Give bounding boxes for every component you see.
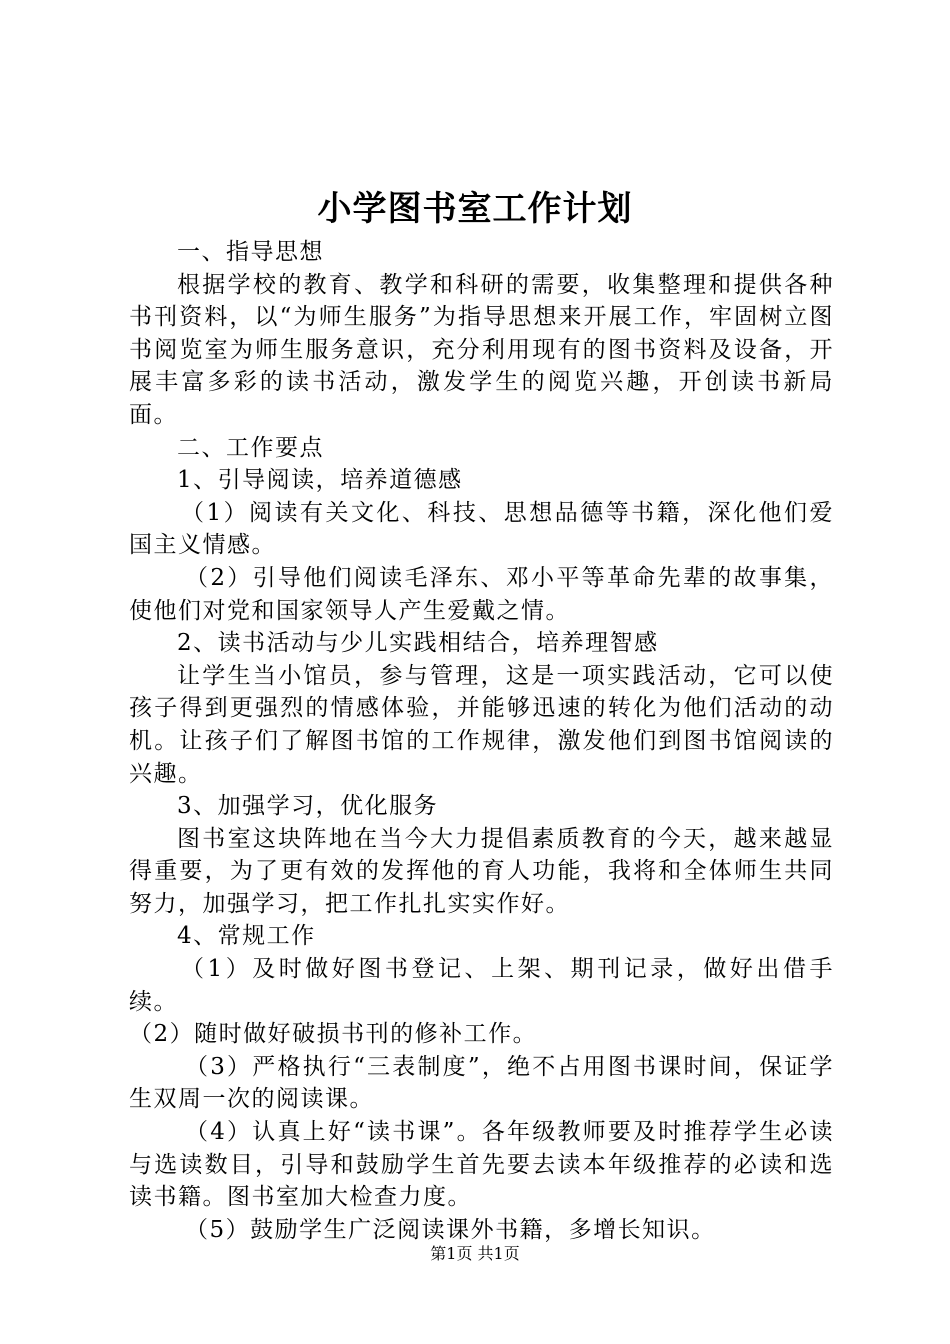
list-item: （1）及时做好图书登记、上架、期刊记录，做好出借手续。 bbox=[129, 956, 834, 1015]
document-body bbox=[129, 236, 834, 1246]
paragraph: 让学生当小馆员，参与管理，这是一项实践活动，它可以使孩子得到更强烈的情感体验，并能够迅速的转化为他们活动的动机。让孩子们了解图书馆的工作规律，激发他们到图书馆阅读的兴趣。 bbox=[129, 662, 834, 787]
list-item: （4）认真上好“读书课”。各年级教师要及时推荐学生必读与选读数目，引导和鼓励学生首先要去读本年级推荐的必读和选读书籍。图书室加大检查力度。 bbox=[129, 1119, 834, 1211]
list-item: （3）严格执行“三表制度”，绝不占用图书课时间，保证学生双周一次的阅读课。 bbox=[129, 1053, 834, 1113]
list-item: （2）引导他们阅读毛泽东、邓小平等革命先辈的故事集，使他们对党和国家领导人产生爱戴之情。 bbox=[129, 564, 834, 624]
page-title: 小学图书室工作计划 bbox=[317, 189, 633, 229]
paragraph: 根据学校的教育、教学和科研的需要，收集整理和提供各种书刊资料，以“为师生服务”为指导思想来开展工作，牢固树立图书阅览室为师生服务意识，充分利用现有的图书资料及设备，开展丰富多彩的读书活动，激发学生的阅览兴趣，开创读书新局面。 bbox=[129, 271, 834, 428]
page-footer: 第1页 共1页 bbox=[430, 1244, 520, 1263]
paragraph: 图书室这块阵地在当今大力提倡素质教育的今天，越来越显得重要，为了更有效的发挥他的育人功能，我将和全体师生共同努力，加强学习，把工作扎扎实实作好。 bbox=[129, 825, 834, 917]
list-item: （1）阅读有关文化、科技、思想品德等书籍，深化他们爱国主义情感。 bbox=[129, 499, 834, 559]
section-heading-work-points: 二、工作要点 bbox=[177, 434, 324, 461]
subsection-heading: 3、加强学习，优化服务 bbox=[177, 793, 439, 820]
list-item: （2）随时做好破损书刊的修补工作。 bbox=[129, 1021, 538, 1048]
list-item: （5）鼓励学生广泛阅读课外书籍，多增长知识。 bbox=[185, 1216, 716, 1243]
subsection-heading: 2、读书活动与少儿实践相结合，培养理智感 bbox=[177, 630, 659, 657]
subsection-heading: 1、引导阅读，培养道德感 bbox=[177, 467, 463, 494]
subsection-heading: 4、常规工作 bbox=[177, 923, 316, 950]
section-heading-guiding-ideology: 一、指导思想 bbox=[177, 239, 324, 265]
